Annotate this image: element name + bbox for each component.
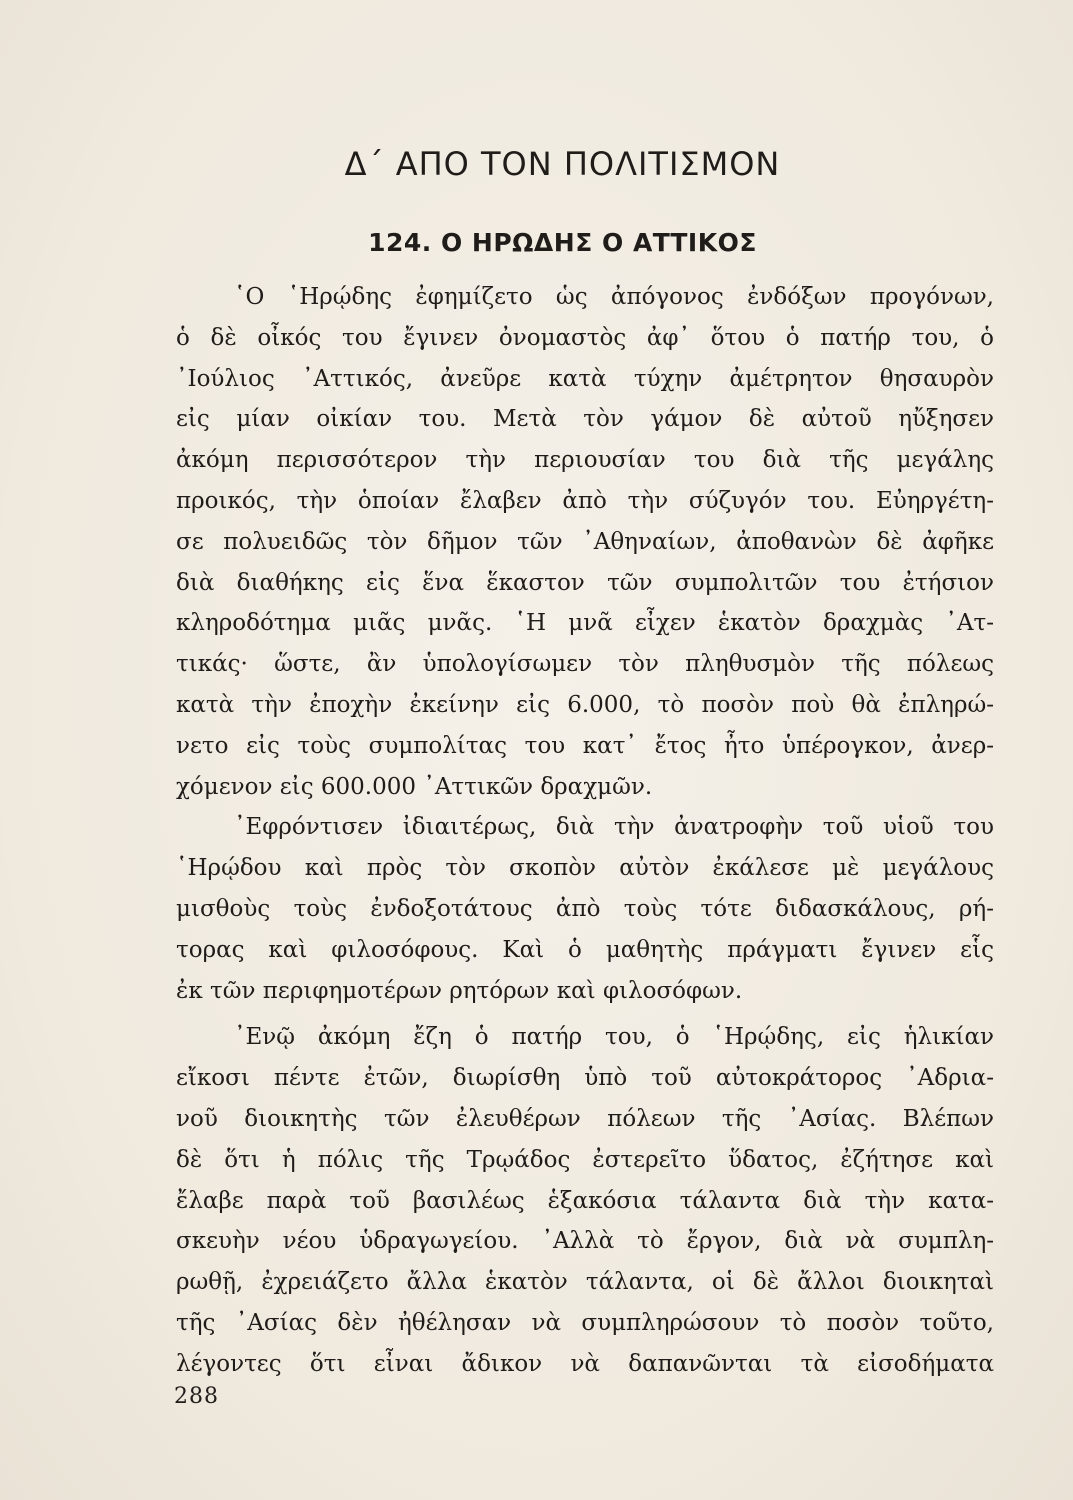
text-line: διὰ διαθήκης εἰς ἕνα ἕκαστον τῶν συμπολιτῶν του ἐτήσιον [176, 569, 994, 596]
text-line: ῾Ηρῴδου καὶ πρὸς τὸν σκοπὸν αὐτὸν ἐκάλεσε μὲ μεγάλους [176, 855, 994, 882]
text-line: ἐκ τῶν περιφημοτέρων ρητόρων καὶ φιλοσόφων. [176, 977, 743, 1004]
text-line: νετο εἰς τοὺς συμπολίτας του κατ᾽ ἔτος ἦτο ὑπέρογκον, ἀνερ- [176, 732, 994, 759]
text-line: εἴκοσι πέντε ἐτῶν, διωρίσθη ὑπὸ τοῦ αὐτοκράτορος ᾽Αδρια- [176, 1065, 994, 1092]
text-line: σκευὴν νέου ὑδραγωγείου. ᾽Αλλὰ τὸ ἔργον, διὰ νὰ συμπλη- [176, 1228, 994, 1255]
section-title: Δ΄ ΑΠΟ ΤΟΝ ΠΟΛΙΤΙΣΜΟΝ [344, 145, 781, 184]
page-number: 288 [174, 1384, 219, 1409]
text-line: χόμενον εἰς 600.000 ᾽Αττικῶν δραχμῶν. [176, 773, 653, 800]
body-text [176, 277, 994, 1385]
text-line: δὲ ὅτι ἡ πόλις τῆς Τρῳάδος ἐστερεῖτο ὕδατος, ἐζήτησε καὶ [176, 1146, 994, 1173]
text-line: μισθοὺς τοὺς ἐνδοξοτάτους ἀπὸ τοὺς τότε διδασκάλους, ρή- [176, 895, 994, 922]
paragraph-1 [176, 277, 994, 807]
text-line: σε πολυειδῶς τὸν δῆμον τῶν ᾽Αθηναίων, ἀποθανὼν δὲ ἀφῆκε [176, 528, 994, 555]
text-line: ἔλαβε παρὰ τοῦ βασιλέως ἑξακόσια τάλαντα διὰ τὴν κατα- [176, 1187, 994, 1214]
chapter-title: 124. Ο ΗΡΩΔΗΣ Ο ΑΤΤΙΚΟΣ [368, 227, 757, 257]
text-line: ᾽Εφρόντισεν ἰδιαιτέρως, διὰ τὴν ἀνατροφὴν τοῦ υἱοῦ του [234, 814, 994, 841]
text-line: ᾽Ενῷ ἀκόμη ἔζη ὁ πατήρ του, ὁ ῾Ηρῴδης, εἰς ἡλικίαν [234, 1024, 994, 1051]
text-line: εἰς μίαν οἰκίαν του. Μετὰ τὸν γάμον δὲ αὐτοῦ ηὔξησεν [176, 406, 994, 433]
text-line: νοῦ διοικητὴς τῶν ἐλευθέρων πόλεων τῆς ᾽Ασίας. Βλέπων [176, 1105, 994, 1132]
text-line: λέγοντες ὅτι εἶναι ἄδικον νὰ δαπανῶνται τὰ εἰσοδήματα [176, 1350, 994, 1377]
text-line: ῾Ο ῾Ηρῴδης ἐφημίζετο ὡς ἀπόγονος ἐνδόξων προγόνων, [234, 284, 994, 310]
paragraph-2 [176, 807, 994, 1011]
text-line: ᾽Ιούλιος ᾽Αττικός, ἀνεῦρε κατὰ τύχην ἀμέτρητον θησαυρὸν [176, 365, 994, 392]
text-line: προικός, τὴν ὁποίαν ἔλαβεν ἀπὸ τὴν σύζυγόν του. Εὐηργέτη- [176, 487, 994, 514]
text-line: ρωθῇ, ἐχρειάζετο ἄλλα ἑκατὸν τάλαντα, οἱ δὲ ἄλλοι διοικηταὶ [176, 1269, 994, 1296]
paragraph-3 [176, 1017, 994, 1384]
text-line: ἀκόμη περισσότερον τὴν περιουσίαν του διὰ τῆς μεγάλης [176, 447, 994, 474]
text-line: τικάς· ὥστε, ἂν ὑπολογίσωμεν τὸν πληθυσμὸν τῆς πόλεως [176, 651, 994, 678]
text-line: τορας καὶ φιλοσόφους. Καὶ ὁ μαθητὴς πράγματι ἔγινεν εἷς [176, 936, 994, 963]
text-line: κληροδότημα μιᾶς μνᾶς. ῾Η μνᾶ εἶχεν ἑκατὸν δραχμὰς ᾽Ατ- [176, 610, 994, 637]
text-line: ὁ δὲ οἶκός του ἔγινεν ὀνομαστὸς ἀφ᾽ ὅτου ὁ πατήρ του, ὁ [176, 324, 994, 351]
text-line: κατὰ τὴν ἐποχὴν ἐκείνην εἰς 6.000, τὸ ποσὸν ποὺ θὰ ἐπληρώ- [176, 691, 994, 718]
text-line: τῆς ᾽Ασίας δὲν ἠθέλησαν νὰ συμπληρώσουν τὸ ποσὸν τοῦτο, [176, 1309, 994, 1336]
